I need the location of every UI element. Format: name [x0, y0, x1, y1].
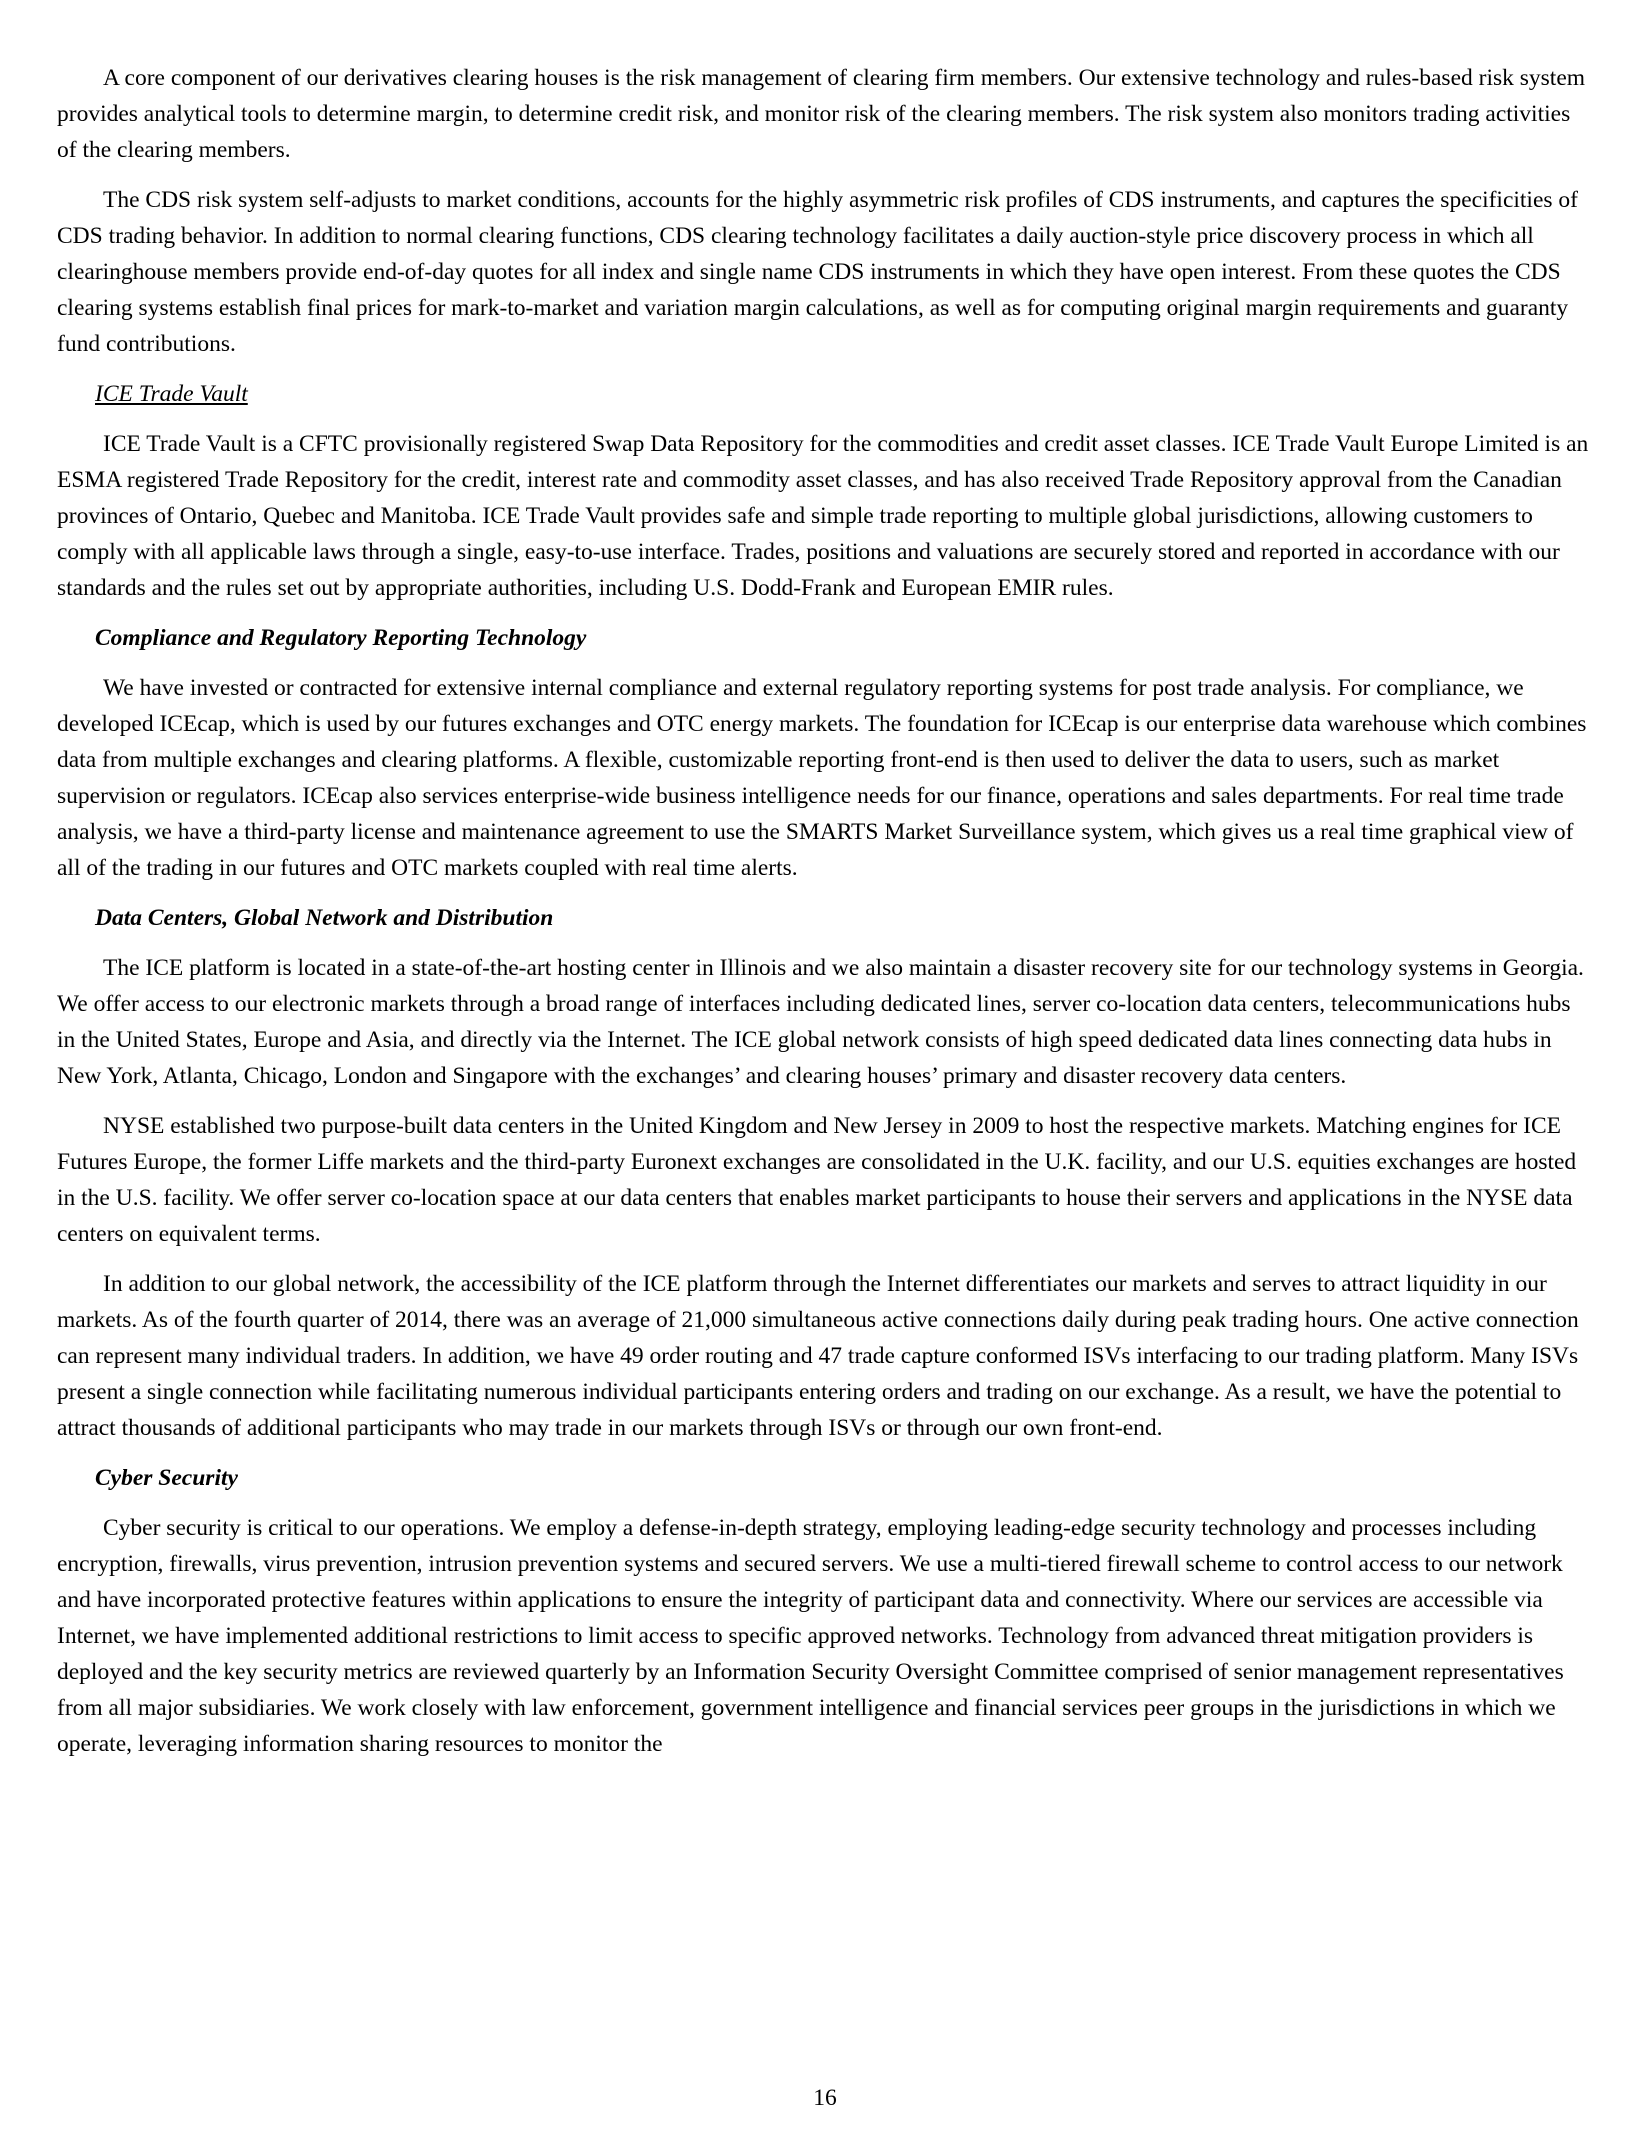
section-heading: ICE Trade Vault: [95, 381, 248, 407]
paragraph: We have invested or contracted for extensive internal compliance and external regulatory reporting systems for post trade analysis. For compliance, we developed ICEcap, which is used by our futures exchanges and OTC energy markets. The foundation for ICEcap is our enterprise data warehouse which combines data from multiple exchanges and clearing platforms. A flexible, customizable reporting front-end is then used to deliver the data to users, such as market supervision or regulators. ICEcap also services enterprise-wide business intelligence needs for our finance, operations and sales departments. For real time trade analysis, we have a third-party license and maintenance agreement to use the SMARTS Market Surveillance system, which gives us a real time graphical view of all of the trading in our futures and OTC markets coupled with real time alerts.: [57, 675, 1587, 881]
paragraph: The ICE platform is located in a state-of-the-art hosting center in Illinois and we also maintain a disaster recovery site for our technology systems in Georgia. We offer access to our electronic markets through a broad range of interfaces including dedicated lines, server co-location data centers, telecommunications hubs in the United States, Europe and Asia, and directly via the Internet. The ICE global network consists of high speed dedicated data lines connecting data hubs in New York, Atlanta, Chicago, London and Singapore with the exchanges’ and clearing houses’ primary and disaster recovery data centers.: [57, 955, 1584, 1089]
section-heading: Data Centers, Global Network and Distribution: [95, 905, 554, 931]
paragraph: Cyber security is critical to our operations. We employ a defense-in-depth strategy, employing leading-edge security technology and processes including encryption, firewalls, virus prevention, intrusion prevention systems and secured servers. We use a multi-tiered firewall scheme to control access to our network and have incorporated protective features within applications to ensure the integrity of participant data and connectivity. Where our services are accessible via Internet, we have implemented additional restrictions to limit access to specific approved networks. Technology from advanced threat mitigation providers is deployed and the key security metrics are reviewed quarterly by an Information Security Oversight Committee comprised of senior management representatives from all major subsidiaries. We work closely with law enforcement, government intelligence and financial services peer groups in the jurisdictions in which we operate, leveraging information sharing resources to monitor the: [57, 1515, 1564, 1757]
paragraph: NYSE established two purpose-built data centers in the United Kingdom and New Jersey in 2009 to host the respective markets. Matching engines for ICE Futures Europe, the former Liffe markets and the third-party Euronext exchanges are consolidated in the U.K. facility, and our U.S. equities exchanges are hosted in the U.S. facility. We offer server co-location space at our data centers that enables market participants to house their servers and applications in the NYSE data centers on equivalent terms.: [57, 1113, 1577, 1247]
paragraph: ICE Trade Vault is a CFTC provisionally registered Swap Data Repository for the commodities and credit asset classes. ICE Trade Vault Europe Limited is an ESMA registered Trade Repository for the credit, interest rate and commodity asset classes, and has also received Trade Repository approval from the Canadian provinces of Ontario, Quebec and Manitoba. ICE Trade Vault provides safe and simple trade reporting to multiple global jurisdictions, allowing customers to comply with all applicable laws through a single, easy-to-use interface. Trades, positions and valuations are securely stored and reported in accordance with our standards and the rules set out by appropriate authorities, including U.S. Dodd-Frank and European EMIR rules.: [57, 431, 1589, 601]
paragraph: In addition to our global network, the accessibility of the ICE platform through the Internet differentiates our markets and serves to attract liquidity in our markets. As of the fourth quarter of 2014, there was an average of 21,000 simultaneous active connections daily during peak trading hours. One active connection can represent many individual traders. In addition, we have 49 order routing and 47 trade capture conformed ISVs interfacing to our trading platform. Many ISVs present a single connection while facilitating numerous individual participants entering orders and trading on our exchange. As a result, we have the potential to attract thousands of additional participants who may trade in our markets through ISVs or through our own front-end.: [57, 1271, 1579, 1441]
page-number: 16: [813, 2085, 837, 2111]
section-heading: Cyber Security: [95, 1465, 238, 1491]
paragraph: The CDS risk system self-adjusts to market conditions, accounts for the highly asymmetric risk profiles of CDS instruments, and captures the specificities of CDS trading behavior. In addition to normal clearing functions, CDS clearing technology facilitates a daily auction-style price discovery process in which all clearinghouse members provide end-of-day quotes for all index and single name CDS instruments in which they have open interest. From these quotes the CDS clearing systems establish final prices for mark-to-market and variation margin calculations, as well as for computing original margin requirements and guaranty fund contributions.: [57, 187, 1578, 357]
section-heading: Compliance and Regulatory Reporting Technology: [95, 625, 587, 651]
document-body: [57, 60, 1594, 1762]
paragraph: A core component of our derivatives clearing houses is the risk management of clearing firm members. Our extensive technology and rules-based risk system provides analytical tools to determine margin, to determine credit risk, and monitor risk of the clearing members. The risk system also monitors trading activities of the clearing members.: [57, 65, 1586, 163]
